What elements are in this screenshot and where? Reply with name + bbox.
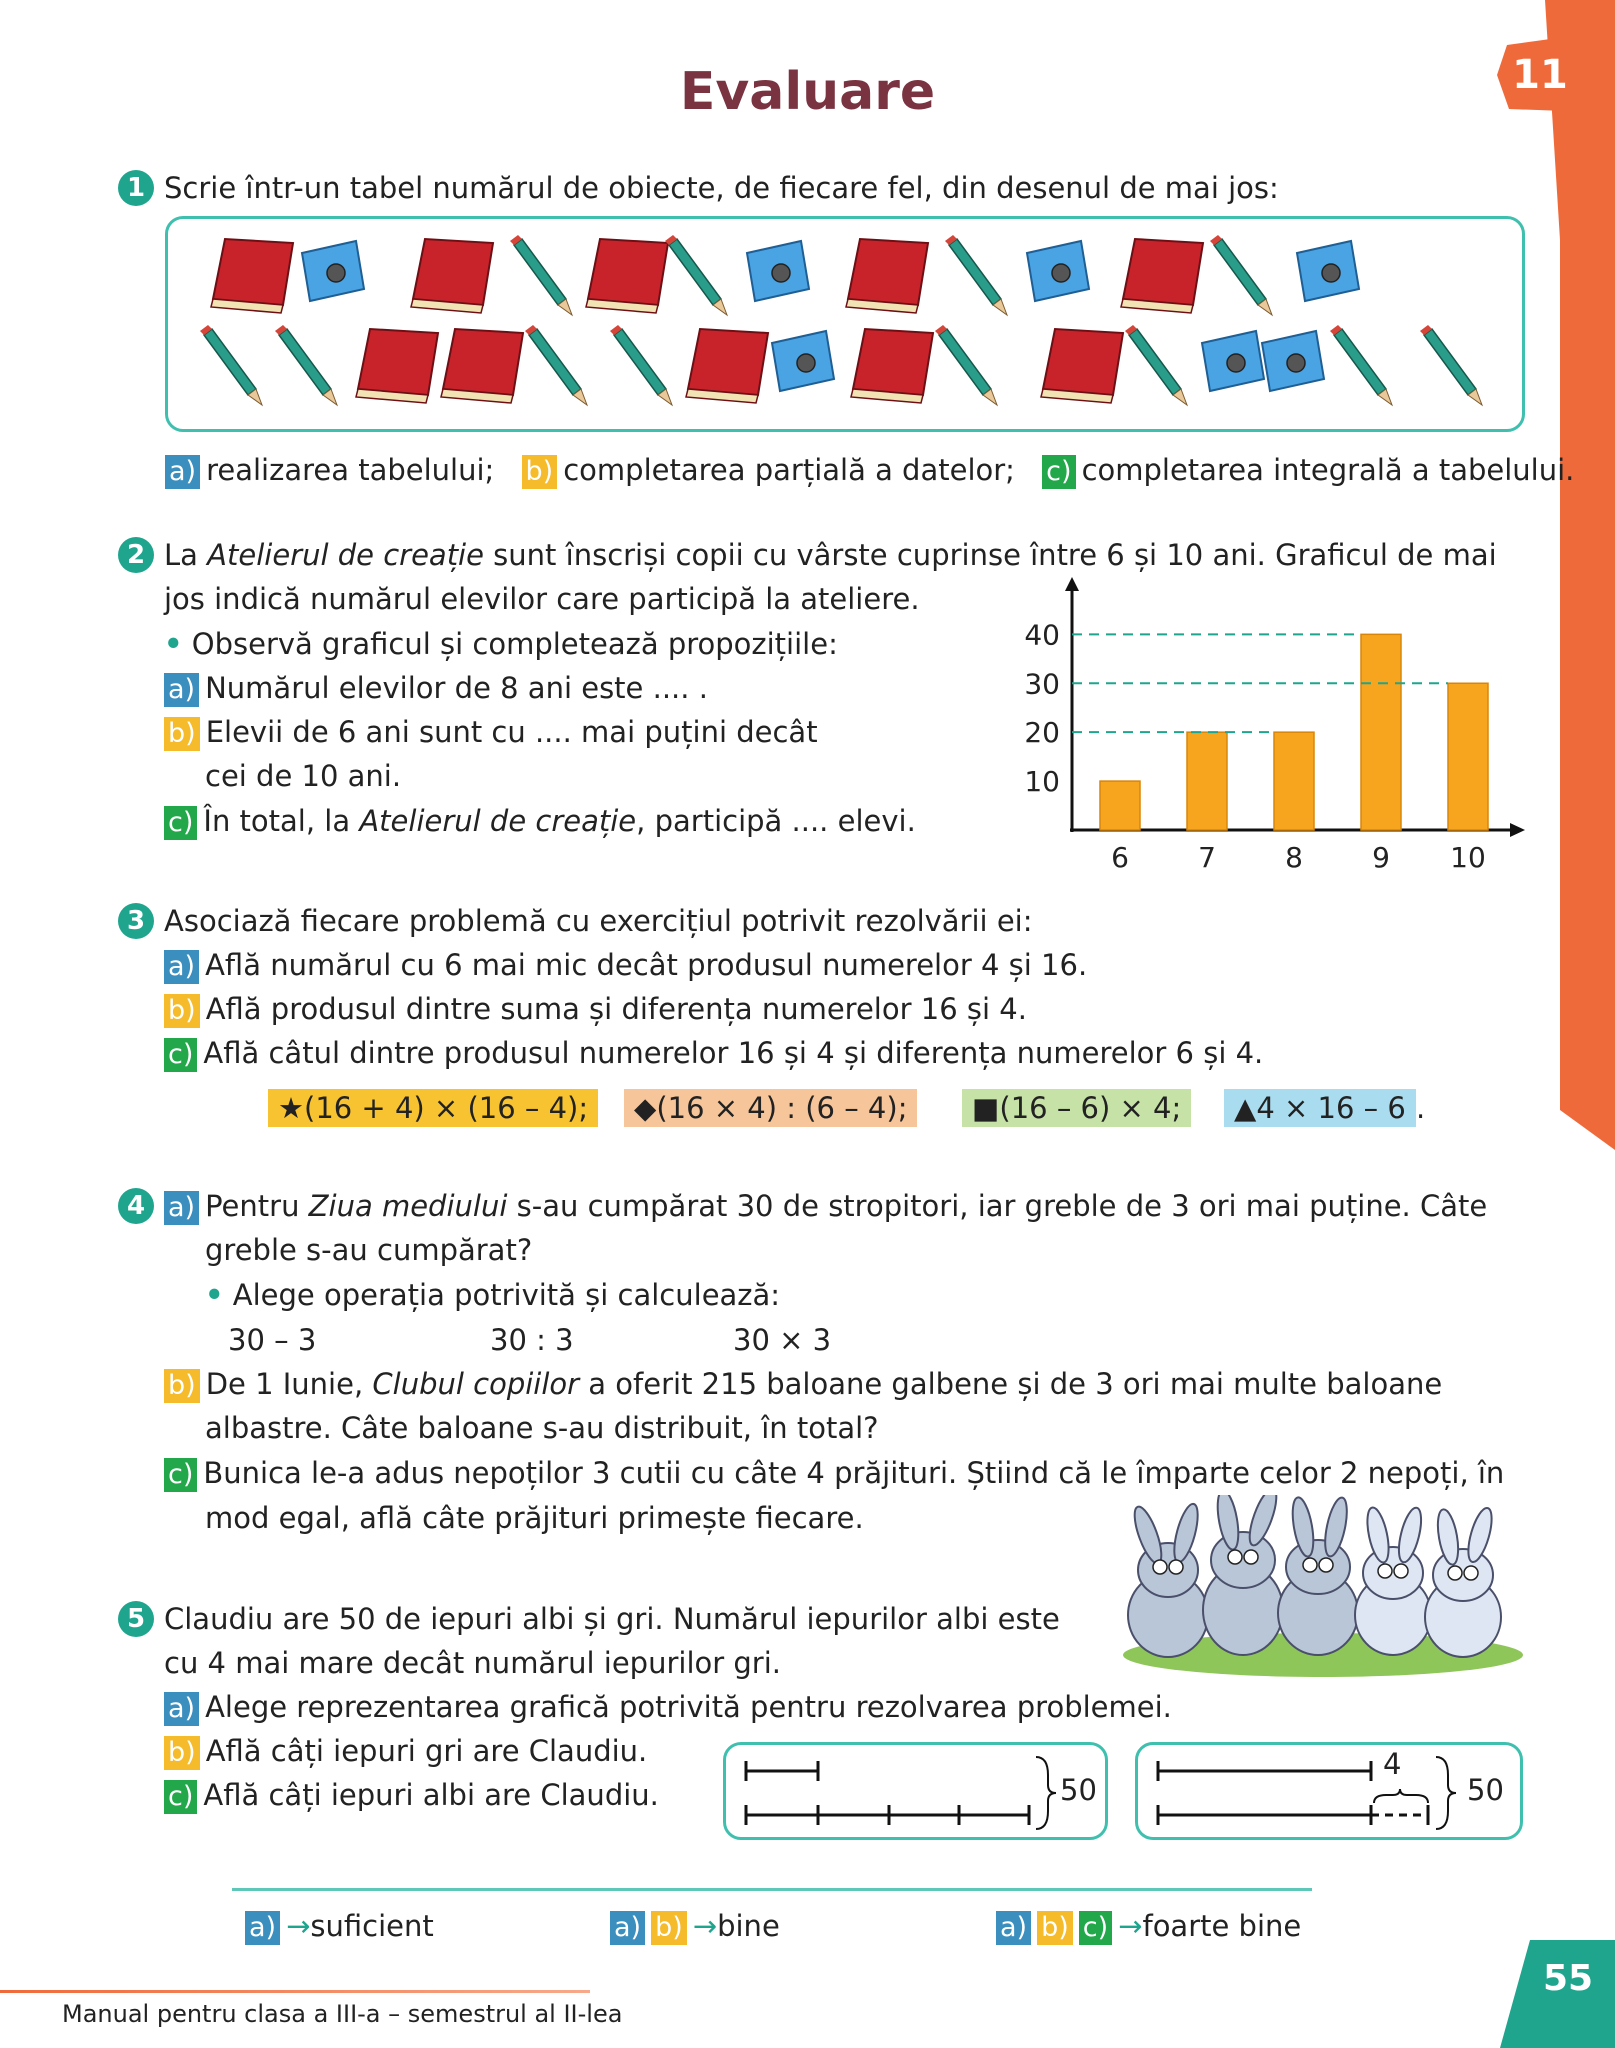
- text: La: [164, 538, 208, 572]
- operation-option-3: 30 × 3: [733, 1323, 832, 1357]
- criteria-c-label: c): [1042, 455, 1075, 489]
- label-b: b): [164, 717, 200, 751]
- item-text: Alege reprezentarea grafică potrivită pentru rezolvarea problemei.: [205, 1690, 1172, 1724]
- label-a: a): [164, 1692, 199, 1726]
- exercise-3-item-a: [164, 943, 1087, 987]
- expression-chip-square: [962, 1089, 1191, 1127]
- x-tick-label: 8: [1285, 841, 1303, 874]
- item-text: Află câți iepuri albi are Claudiu.: [203, 1778, 659, 1812]
- expression-chip-diamond: [624, 1089, 917, 1127]
- club-name: Clubul copiilor: [372, 1367, 580, 1401]
- rubric-good: [610, 1904, 780, 1948]
- book-icon: [1041, 329, 1123, 403]
- exercise-4-item-c-line-2: mod egal, află câte prăjituri primește fiecare.: [205, 1501, 864, 1535]
- chapter-badge: 11: [1512, 52, 1568, 98]
- item-text: , participă .... elevi.: [636, 804, 916, 838]
- rubric-sufficient: [245, 1904, 434, 1948]
- label-b: b): [164, 994, 200, 1028]
- label-c: c): [164, 806, 197, 840]
- sharpener-icon: [772, 331, 834, 391]
- pencil-icon: [200, 325, 262, 405]
- label-c: c): [164, 1458, 197, 1492]
- pencil-icon: [945, 235, 1007, 315]
- pencil-icon: [510, 235, 572, 315]
- exercise-1-number: 1: [118, 170, 154, 206]
- exercise-4-item-c: [164, 1451, 1504, 1495]
- item-text: Află produsul dintre suma și diferența numerelor 16 și 4.: [205, 992, 1027, 1026]
- operation-option-2: 30 : 3: [490, 1323, 574, 1357]
- book-icon: [586, 239, 668, 313]
- exercise-4-item-b-line-2: albastre. Câte baloane s-au distribuit, în total?: [205, 1411, 879, 1445]
- label-c: c): [1079, 1911, 1112, 1945]
- sharpener-icon: [1297, 241, 1359, 301]
- objects-picture: [165, 216, 1525, 432]
- segment-diagram-2-drawing: [1138, 1745, 1520, 1837]
- diagram-2-total: 50: [1467, 1773, 1504, 1807]
- y-tick-label: 30: [1024, 667, 1060, 701]
- label-a: a): [245, 1911, 280, 1945]
- chip-text: (16 × 4) : (6 – 4);: [656, 1091, 908, 1125]
- sharpener-icon: [302, 241, 364, 301]
- book-icon: [686, 329, 768, 403]
- y-tick-label: 40: [1024, 618, 1060, 652]
- expression-end: .: [1416, 1091, 1426, 1125]
- bar-7: [1187, 732, 1227, 830]
- exercise-4-item-b: [164, 1362, 1442, 1406]
- pencil-icon: [275, 325, 337, 405]
- operation-option-1: 30 – 3: [228, 1323, 317, 1357]
- rubric-text: foarte bine: [1142, 1909, 1302, 1943]
- exercise-4-item-a: [164, 1184, 1487, 1228]
- y-tick-label: 10: [1024, 765, 1060, 799]
- criteria-b-text: completarea parțială a datelor;: [563, 453, 1015, 487]
- rubric-text: suficient: [310, 1909, 434, 1943]
- exercise-4-number: 4: [118, 1188, 154, 1224]
- page-title: Evaluare: [679, 62, 936, 122]
- item-text: Află numărul cu 6 mai mic decât produsul numerelor 4 și 16.: [205, 948, 1088, 982]
- event-name: Ziua mediului: [308, 1189, 508, 1223]
- bar-9: [1361, 634, 1401, 830]
- item-text: Pentru: [205, 1189, 309, 1223]
- x-axis-arrow: [1510, 823, 1525, 837]
- arrow-right-icon: →: [692, 1909, 718, 1943]
- item-text: a oferit 215 baloane galbene și de 3 ori mai multe baloane: [579, 1367, 1443, 1401]
- item-text: Află câtul dintre produsul numerelor 16 și 4 și diferența numerelor 6 și 4.: [203, 1036, 1264, 1070]
- exercise-2-line-2: jos indică numărul elevilor care participă la ateliere.: [164, 582, 920, 616]
- label-a: a): [996, 1911, 1031, 1945]
- exercise-5-item-b: [164, 1729, 647, 1773]
- pencil-icon: [1420, 325, 1482, 405]
- chip-text: (16 – 6) × 4;: [999, 1091, 1182, 1125]
- exercise-1-criteria: [165, 448, 1574, 492]
- square-icon: ■: [972, 1091, 1000, 1125]
- book-icon: [211, 239, 293, 313]
- exercise-5-number: 5: [118, 1601, 154, 1637]
- exercise-3-number: 3: [118, 903, 154, 939]
- label-a: a): [164, 1191, 199, 1225]
- segment-diagram-1: [723, 1742, 1108, 1840]
- sharpener-icon: [1262, 331, 1324, 391]
- expression-chip-triangle: [1224, 1089, 1416, 1127]
- pencil-icon: [610, 325, 672, 405]
- book-icon: [411, 239, 493, 313]
- bullet-dot: •: [164, 627, 183, 661]
- chip-text: (16 + 4) × (16 – 4);: [304, 1091, 589, 1125]
- x-tick-label: 6: [1111, 841, 1129, 874]
- star-icon: ★: [278, 1091, 304, 1125]
- exercise-2-number: 2: [118, 537, 154, 573]
- label-c: c): [164, 1038, 197, 1072]
- bar-chart: [1010, 575, 1530, 885]
- pencil-icon: [1125, 325, 1187, 405]
- sharpener-icon: [1202, 331, 1264, 391]
- footer-line: [0, 1990, 590, 1993]
- rabbits-illustration: [1118, 1495, 1528, 1680]
- sharpener-icon: [747, 241, 809, 301]
- x-tick-label: 10: [1450, 841, 1486, 874]
- book-icon: [851, 329, 933, 403]
- label-b: b): [651, 1911, 687, 1945]
- workshop-name: Atelierul de creație: [359, 804, 637, 838]
- chip-text: 4 × 16 – 6: [1256, 1091, 1406, 1125]
- segment-diagram-1-drawing: [726, 1745, 1105, 1837]
- pencil-icon: [665, 235, 727, 315]
- bullet-text: Observă graficul și completează propozițiile:: [191, 627, 838, 661]
- item-text: Bunica le-a adus nepoților 3 cutii cu câte 4 prăjituri. Știind că le împarte celor 2 nepoți, în: [203, 1456, 1505, 1490]
- triangle-icon: ▲: [1234, 1091, 1257, 1125]
- bar-8: [1274, 732, 1314, 830]
- item-text: Elevii de 6 ani sunt cu .... mai puțini decât: [205, 715, 818, 749]
- bar-10: [1448, 683, 1488, 830]
- book-icon: [441, 329, 523, 403]
- x-tick-label: 9: [1372, 841, 1390, 874]
- exercise-5-item-c: [164, 1773, 659, 1817]
- y-tick-label: 20: [1024, 716, 1060, 750]
- bullet-dot: •: [205, 1278, 224, 1312]
- item-text: De 1 Iunie,: [205, 1367, 373, 1401]
- exercise-3-item-b: [164, 987, 1027, 1031]
- exercise-5-line-1: Claudiu are 50 de iepuri albi și gri. Numărul iepurilor albi este: [164, 1602, 1060, 1636]
- arrow-right-icon: →: [286, 1909, 311, 1943]
- bar-6: [1100, 781, 1140, 830]
- pencil-icon: [525, 325, 587, 405]
- pencil-icon: [1330, 325, 1392, 405]
- diamond-icon: ◆: [634, 1091, 657, 1125]
- pencil-icon: [935, 325, 997, 405]
- diagram-2-difference: 4: [1383, 1747, 1402, 1781]
- criteria-a-label: a): [165, 455, 200, 489]
- exercise-2-item-a: [164, 666, 708, 710]
- criteria-a-text: realizarea tabelului;: [206, 453, 495, 487]
- expression-chip-star: [268, 1089, 598, 1127]
- exercise-2-item-b-line-2: cei de 10 ani.: [205, 759, 402, 793]
- page-number: 55: [1542, 1958, 1594, 1999]
- exercise-3-item-c: [164, 1031, 1263, 1075]
- exercise-2-item-c: [164, 799, 916, 843]
- rubric-very-good: [996, 1904, 1301, 1948]
- text: sunt înscriși copii cu vârste cuprinse între 6 și 10 ani. Graficul de mai: [483, 538, 1497, 572]
- exercise-5-line-2: cu 4 mai mare decât numărul iepurilor gri.: [164, 1646, 782, 1680]
- diagram-1-total: 50: [1060, 1773, 1097, 1807]
- item-text: În total, la: [203, 804, 360, 838]
- label-b: b): [1037, 1911, 1073, 1945]
- exercise-1-text: Scrie într-un tabel numărul de obiecte, de fiecare fel, din desenul de mai jos:: [164, 171, 1279, 205]
- book-icon: [1121, 239, 1203, 313]
- book-icon: [846, 239, 928, 313]
- segment-diagram-2: [1135, 1742, 1523, 1840]
- sharpener-icon: [1027, 241, 1089, 301]
- exercise-4-bullet: [205, 1273, 780, 1317]
- y-axis-arrow: [1065, 577, 1079, 591]
- label-b: b): [164, 1736, 200, 1770]
- arrow-right-icon: →: [1118, 1909, 1143, 1943]
- x-tick-label: 7: [1198, 841, 1216, 874]
- book-icon: [356, 329, 438, 403]
- label-a: a): [610, 1911, 645, 1945]
- item-text: Numărul elevilor de 8 ani este .... .: [205, 671, 708, 705]
- workshop-name: Atelierul de creație: [207, 538, 484, 572]
- exercise-2-line-1: [164, 533, 1497, 577]
- footer-text: Manual pentru clasa a III-a – semestrul al II-lea: [62, 2000, 623, 2028]
- item-text: Află câți iepuri gri are Claudiu.: [205, 1734, 648, 1768]
- label-a: a): [164, 950, 199, 984]
- pencil-icon: [1210, 235, 1272, 315]
- objects-illustration: [168, 219, 1522, 429]
- rubric-text: bine: [717, 1909, 780, 1943]
- criteria-c-text: completarea integrală a tabelului.: [1081, 453, 1575, 487]
- rubric-divider: [232, 1888, 1312, 1891]
- exercise-4-item-a-line-2: greble s-au cumpărat?: [205, 1233, 533, 1267]
- bullet-text: Alege operația potrivită și calculează:: [232, 1278, 781, 1312]
- label-b: b): [164, 1369, 200, 1403]
- exercise-2-item-b: [164, 710, 818, 754]
- label-a: a): [164, 673, 199, 707]
- exercise-5-item-a: [164, 1685, 1172, 1729]
- label-c: c): [164, 1780, 197, 1814]
- exercise-2-bullet: [164, 622, 838, 666]
- criteria-b-label: b): [522, 455, 558, 489]
- item-text: s-au cumpărat 30 de stropitori, iar greble de 3 ori mai puține. Câte: [507, 1189, 1488, 1223]
- exercise-3-text: Asociază fiecare problemă cu exercițiul potrivit rezolvării ei:: [164, 904, 1033, 938]
